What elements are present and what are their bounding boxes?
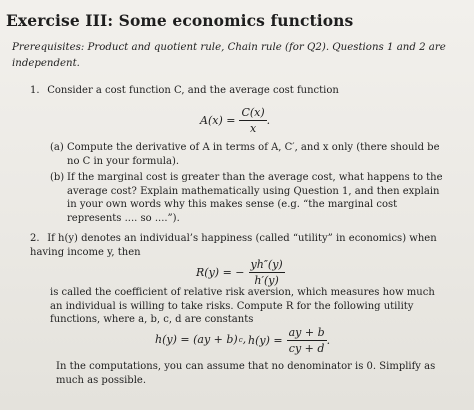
utility-function-2-denominator: cy + d	[288, 342, 325, 355]
average-cost-fraction	[239, 106, 266, 135]
question-1a-label: (a)	[50, 142, 64, 153]
utility-function-2-end: .	[326, 334, 331, 347]
risk-aversion-lhs: R(y) = −	[196, 266, 245, 279]
risk-aversion-denominator: h′(y)	[254, 274, 279, 287]
question-1b-label: (b)	[50, 172, 65, 183]
question-1b	[50, 171, 450, 225]
utility-function-2-numerator: ay + b	[288, 326, 325, 339]
question-2-intro-text: If h(y) denotes an individual’s happiness (called “utility” in economics) when having income y, then	[30, 233, 437, 258]
risk-aversion-numerator: yh″(y)	[250, 258, 283, 271]
average-cost-lhs: A(x) =	[200, 114, 236, 127]
question-2-intro	[30, 232, 450, 259]
average-cost-formula	[200, 106, 270, 135]
average-cost-denominator: x	[249, 122, 257, 135]
exercise-title: Exercise III: Some economics functions	[6, 11, 354, 30]
prerequisites	[12, 40, 458, 72]
utility-function-1-exponent: c	[238, 335, 243, 344]
question-1-intro-text: Consider a cost function C, and the average cost function	[47, 85, 339, 96]
question-2-note: In the computations, you can assume that no denominator is 0. Simplify as much as possible.	[56, 361, 436, 386]
question-1b-text: If the marginal cost is greater than the average cost, what happens to the average cost? Explain mathematically using Question 1, and then explain in your own words why this makes sense (e.g. “the marginal cost represents .... so ....”).	[67, 172, 443, 224]
prerequisites-text: Product and quotient rule, Chain rule (for Q2). Questions 1 and 2 are independent.	[12, 42, 446, 69]
question-1-number: 1.	[30, 85, 40, 96]
utility-function-2	[248, 326, 330, 355]
utility-function-2-fraction	[287, 326, 327, 355]
prerequisites-label: Prerequisites:	[12, 42, 85, 53]
question-2-description: is called the coefficient of relative risk aversion, which measures how much an individual is willing to take risks. Compute R for the following utility functions, where a, b, c, d are constants	[50, 287, 435, 325]
utility-function-1	[155, 333, 246, 346]
utility-function-1-body: h(y) = (ay + b)	[155, 333, 238, 346]
question-1a-text: Compute the derivative of A in terms of A, C′, and x only (there should be no C in your formula).	[67, 142, 440, 167]
utility-function-2-lhs: h(y) =	[248, 334, 283, 347]
utility-function-1-end: ,	[242, 333, 247, 346]
question-1a	[50, 141, 450, 168]
question-2-number: 2.	[30, 233, 40, 244]
average-cost-end: .	[266, 114, 271, 127]
average-cost-numerator: C(x)	[241, 106, 265, 119]
question-1-intro	[30, 85, 450, 96]
risk-aversion-fraction	[249, 258, 285, 287]
risk-aversion-formula	[196, 258, 285, 287]
